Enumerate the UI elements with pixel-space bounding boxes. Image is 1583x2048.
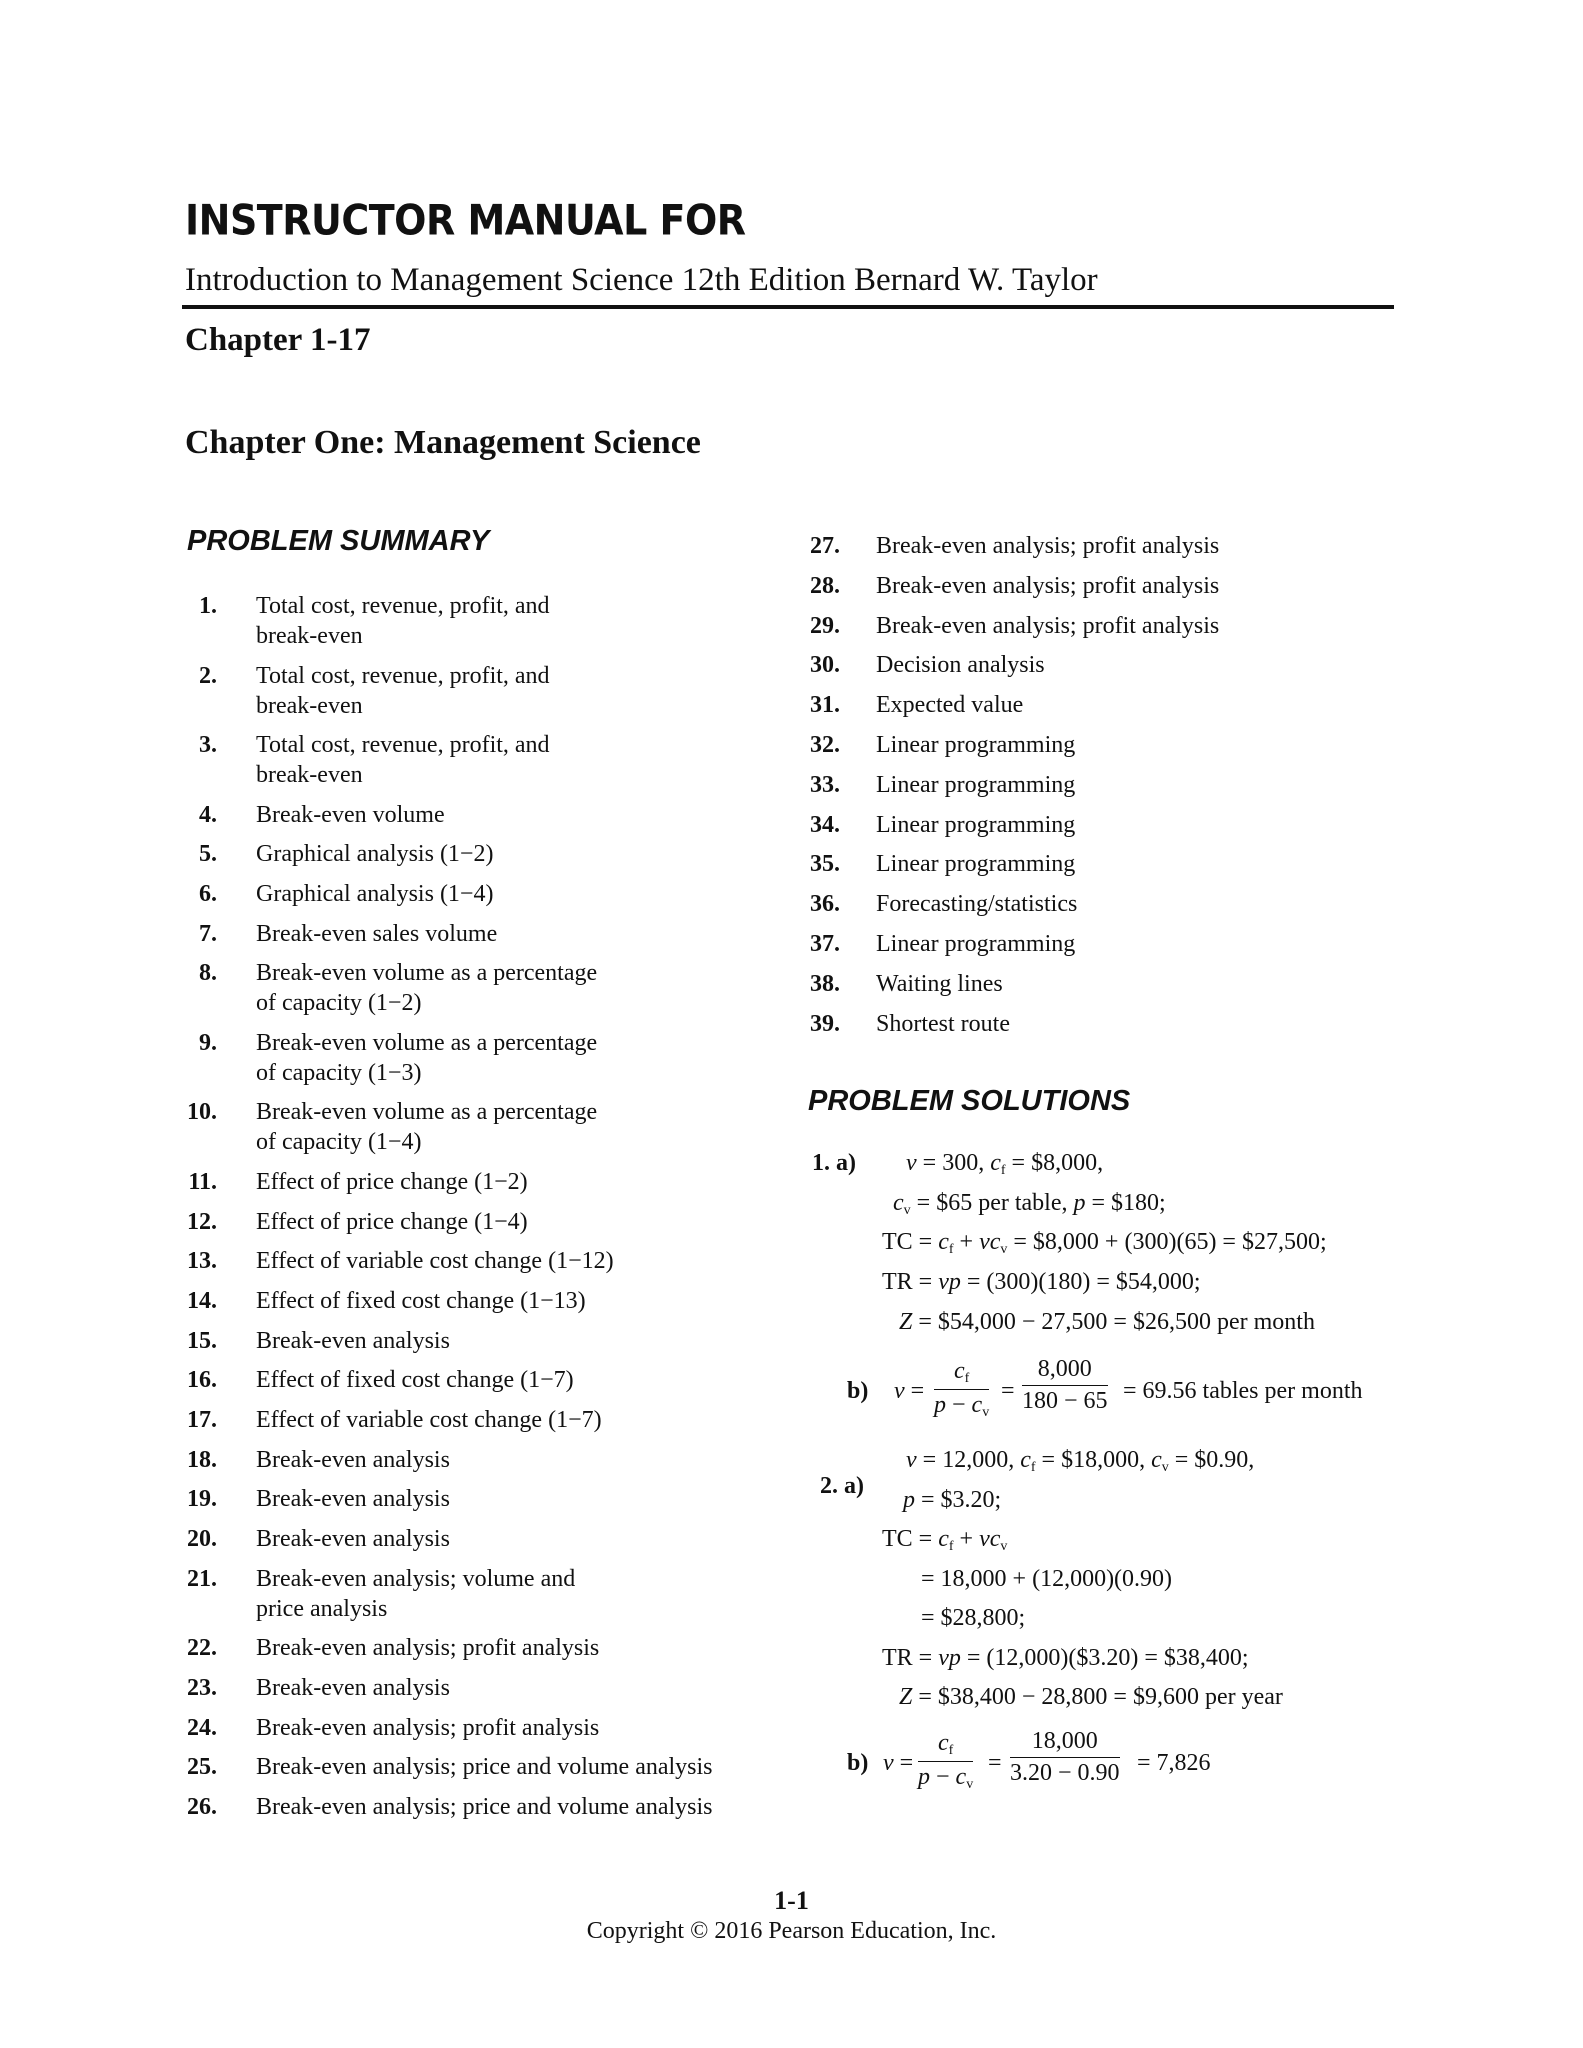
- problem-description: Linear programming: [876, 931, 1076, 957]
- solution-1a-line3: TC = $c_f + vc_v$ = $8,000 + (300)(65) = $27,500;: [882, 1229, 1327, 1257]
- header-divider: [182, 305, 1394, 309]
- solution-1a-line1: v = 300, $c_f$ = $8,000,: [906, 1150, 1104, 1178]
- problem-description: Effect of variable cost change (1−7): [256, 1407, 602, 1433]
- problem-description: Break-even analysis; profit analysis: [876, 572, 1220, 599]
- problem-description: Break-even analysis: [256, 1446, 450, 1473]
- problem-description: Break-even analysis; price and volume analysis: [256, 1794, 713, 1821]
- problem-description: of capacity (1−2): [256, 990, 422, 1017]
- problem-description: Break-even volume: [256, 801, 445, 828]
- solution-1b-label: b): [847, 1378, 869, 1404]
- problem-number: 32.: [810, 732, 840, 758]
- problem-description: Expected value: [876, 692, 1024, 719]
- problem-description: Linear programming: [876, 771, 1076, 798]
- solution-2a-line1: v = 12,000, $c_f$ = $18,000, $c_v$ = $0.90,: [906, 1447, 1255, 1475]
- problem-number: 16.: [187, 1367, 217, 1394]
- copyright-notice: Copyright © 2016 Pearson Education, Inc.: [586, 1918, 997, 1944]
- problem-number: 18.: [187, 1446, 217, 1473]
- problem-number: 22.: [187, 1635, 217, 1662]
- page-number: 1-1: [774, 1886, 809, 1915]
- solution-1b-result: = 69.56 tables per month: [1123, 1378, 1363, 1404]
- problem-number: 12.: [187, 1208, 217, 1235]
- problem-number: 35.: [810, 851, 840, 878]
- problem-description: Total cost, revenue, profit, and: [256, 732, 550, 758]
- problem-description: break-even: [256, 623, 363, 649]
- problem-number: 15.: [187, 1327, 217, 1354]
- problem-description: Linear programming: [876, 851, 1076, 878]
- problem-number: 38.: [810, 970, 840, 997]
- problem-number: 6.: [199, 880, 217, 907]
- problem-description: Waiting lines: [876, 970, 1003, 997]
- problem-number: 7.: [199, 920, 217, 947]
- problem-description: price analysis: [256, 1595, 388, 1622]
- problem-number: 36.: [810, 891, 840, 918]
- problem-number: 30.: [810, 652, 840, 679]
- problem-number: 29.: [810, 612, 840, 639]
- solution-2a-label: 2. a): [820, 1473, 864, 1499]
- problem-description: Linear programming: [876, 732, 1076, 758]
- problem-description: Effect of variable cost change (1−12): [256, 1248, 614, 1275]
- solution-2b-result: = 7,826: [1137, 1750, 1211, 1776]
- problem-number: 2.: [199, 662, 217, 689]
- problem-number: 31.: [810, 692, 840, 719]
- problem-description: Break-even analysis: [256, 1486, 450, 1513]
- problem-description: Break-even analysis; profit analysis: [256, 1635, 600, 1662]
- problem-description: of capacity (1−3): [256, 1059, 422, 1086]
- solution-1a-line4: TR = vp = (300)(180) = $54,000;: [882, 1269, 1201, 1295]
- problem-description: Break-even analysis; price and volume analysis: [256, 1754, 713, 1781]
- problem-number: 1.: [199, 593, 217, 619]
- problem-number: 17.: [187, 1407, 217, 1433]
- solution-2b-fraction1: $\frac{c_f}{p - c_v}$: [918, 1730, 974, 1792]
- solution-2a-line3: TC = $c_f + vc_v$: [882, 1526, 1008, 1554]
- problem-number: 19.: [187, 1486, 217, 1513]
- problem-number: 14.: [187, 1287, 217, 1314]
- solution-1b-equals: =: [1001, 1378, 1015, 1404]
- problem-number: 33.: [810, 771, 840, 798]
- chapter-title: Chapter One: Management Science: [185, 424, 701, 461]
- problem-description: Break-even analysis; profit analysis: [256, 1714, 600, 1741]
- problem-description: Break-even analysis; profit analysis: [876, 612, 1220, 639]
- problem-number: 34.: [810, 811, 840, 838]
- solution-1b-fraction2: $\frac{8,000}{180 - 65}$: [1022, 1356, 1108, 1414]
- problem-number: 11.: [188, 1168, 217, 1195]
- problem-number: 20.: [187, 1526, 217, 1553]
- solution-2a-line6: TR = vp = (12,000)($3.20) = $38,400;: [882, 1645, 1249, 1671]
- problem-description: Break-even volume as a percentage: [256, 1029, 598, 1056]
- solution-2a-line4: = 18,000 + (12,000)(0.90): [921, 1566, 1173, 1592]
- problem-description: Break-even analysis: [256, 1675, 450, 1701]
- problem-description: Effect of fixed cost change (1−7): [256, 1367, 574, 1394]
- problem-number: 13.: [187, 1248, 217, 1275]
- problem-solutions-heading: PROBLEM SOLUTIONS: [808, 1085, 1131, 1117]
- problem-description: Break-even analysis; profit analysis: [876, 533, 1220, 559]
- problem-number: 8.: [199, 960, 217, 987]
- problem-number: 10.: [187, 1099, 217, 1126]
- solution-2b-var: v =: [883, 1750, 914, 1776]
- problem-number: 39.: [810, 1010, 840, 1037]
- problem-number: 26.: [187, 1794, 217, 1821]
- chapter-range: Chapter 1-17: [185, 322, 371, 358]
- solution-2a-line7: Z = $38,400 − 28,800 = $9,600 per year: [899, 1684, 1283, 1710]
- problem-number: 3.: [199, 732, 217, 758]
- problem-description: Break-even analysis: [256, 1526, 450, 1553]
- problem-description: Effect of fixed cost change (1−13): [256, 1287, 586, 1314]
- problem-description: Decision analysis: [876, 652, 1045, 679]
- problem-description: Linear programming: [876, 811, 1076, 838]
- problem-description: Total cost, revenue, profit, and: [256, 593, 550, 619]
- problem-description: Break-even sales volume: [256, 920, 498, 947]
- problem-description: Total cost, revenue, profit, and: [256, 662, 550, 689]
- problem-number: 9.: [199, 1029, 217, 1056]
- solution-2a-line5: = $28,800;: [921, 1605, 1026, 1631]
- problem-description: Break-even volume as a percentage: [256, 960, 598, 987]
- problem-description: break-even: [256, 692, 363, 719]
- book-subtitle: Introduction to Management Science 12th Edition Bernard W. Taylor: [185, 262, 1098, 298]
- problem-description: Forecasting/statistics: [876, 891, 1078, 918]
- problem-number: 21.: [187, 1565, 217, 1592]
- problem-description: Effect of price change (1−4): [256, 1208, 528, 1235]
- solution-2b-label: b): [847, 1750, 869, 1776]
- problem-description: Break-even analysis: [256, 1327, 450, 1354]
- problem-description: break-even: [256, 762, 363, 788]
- problem-description: Effect of price change (1−2): [256, 1168, 528, 1195]
- manual-title: INSTRUCTOR MANUAL FOR: [185, 196, 746, 245]
- solution-2a-line2: p = $3.20;: [903, 1487, 1002, 1513]
- problem-number: 37.: [810, 931, 840, 957]
- problem-number: 24.: [187, 1714, 217, 1741]
- problem-number: 28.: [810, 572, 840, 599]
- problem-number: 5.: [199, 841, 217, 868]
- problem-description: Graphical analysis (1−2): [256, 841, 494, 868]
- solution-2b-fraction2: $\frac{18,000}{3.20 - 0.90}$: [1010, 1728, 1120, 1786]
- problem-number: 4.: [199, 801, 217, 828]
- problem-description: of capacity (1−4): [256, 1129, 422, 1156]
- solution-1a-label: 1. a): [812, 1150, 856, 1176]
- problem-description: Graphical analysis (1−4): [256, 880, 494, 907]
- problem-number: 23.: [187, 1675, 217, 1701]
- solution-1b-var: v =: [894, 1378, 925, 1404]
- problem-summary-heading: PROBLEM SUMMARY: [187, 525, 490, 557]
- problem-number: 25.: [187, 1754, 217, 1781]
- problem-number: 27.: [810, 533, 840, 559]
- solution-2b-equals: =: [988, 1750, 1002, 1776]
- problem-description: Break-even volume as a percentage: [256, 1099, 598, 1126]
- problem-description: Shortest route: [876, 1010, 1010, 1037]
- solution-1b-fraction1: $\frac{c_f}{p - c_v}$: [934, 1358, 990, 1420]
- solution-1a-line5: Z = $54,000 − 27,500 = $26,500 per month: [899, 1309, 1315, 1335]
- problem-description: Break-even analysis; volume and: [256, 1565, 576, 1592]
- solution-1a-line2: $c_v$ = $65 per table, p = $180;: [893, 1190, 1166, 1218]
